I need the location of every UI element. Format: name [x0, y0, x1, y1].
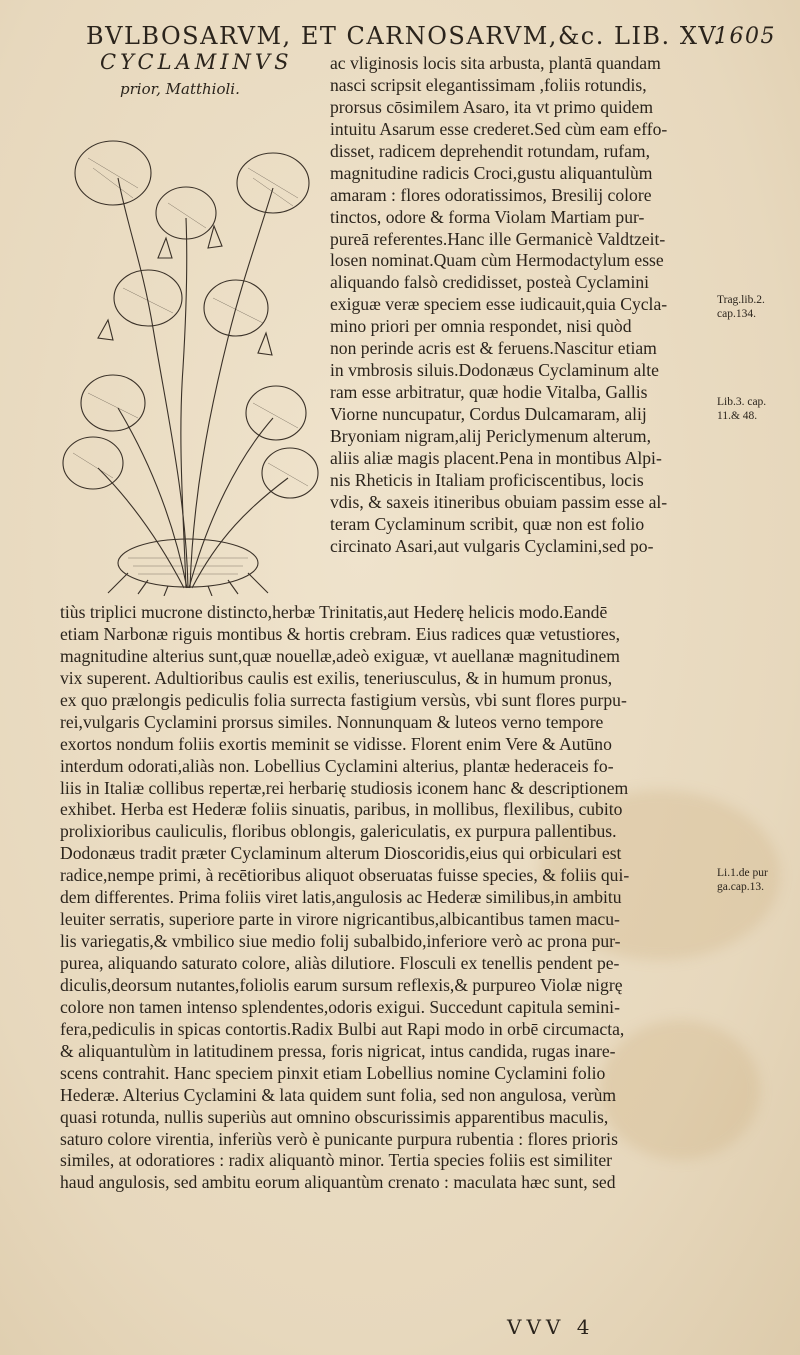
text-line: non perinde acris est & feruens.Nascitur etiam — [330, 338, 657, 359]
text-line: radice,nempe primi, à recētioribus aliquot obseruatas fuisse species, & foliis qui- — [60, 865, 630, 886]
text-line: magnitudine alterius sunt,quæ nouellæ,adeò exiguæ, vt auellanæ magnitudinem — [60, 645, 620, 666]
text-line: liis in Italiæ collibus repertæ,rei herbarię studiosis iconem hanc & descriptionem — [60, 777, 629, 798]
text-line: ex quo prælongis pediculis folia surrecta fastigium versùs, vbi sunt flores purpu- — [60, 689, 627, 710]
text-line: nasci scripsit elegantissimam ,foliis rotundis, — [330, 74, 647, 95]
text-line: prolixioribus cauliculis, floribus oblongis, galericulatis, ex purpura pallentibus. — [60, 821, 617, 842]
text-line: similes, at odoratiores : radix aliquantò minor. Tertia species foliis est similiter — [60, 1150, 613, 1171]
text-line: etiam Narbonæ riguis montibus & hortis crebram. Eius radices quæ vetustiores, — [60, 623, 620, 644]
cyclamen-woodcut-illustration — [58, 118, 320, 596]
text-line: teram Cyclaminum scribit, quæ non est folio — [330, 513, 645, 534]
text-line: ac vliginosis locis sita arbusta, plantā quandam — [330, 53, 661, 73]
text-line: circinato Asari,aut vulgaris Cyclamini,sed po- — [330, 535, 654, 556]
margin-note-line: 11.& 48. — [717, 410, 758, 422]
text-line: purea, aliquando saturato colore, aliàs dilutiore. Flosculi ex tenellis pendent pe- — [60, 953, 620, 973]
text-line: disset, radicem deprehendit rotundam, rufam, — [330, 140, 651, 161]
text-line: haud angulosis, sed ambitu eorum aliquantùm crenato : maculata hæc sunt, sed — [60, 1172, 616, 1193]
text-line: saturo colore virentia, inferiùs verò è punicante purpura rubentia : flores prioris — [60, 1128, 618, 1149]
text-line: tiùs triplici mucrone distincto,herbæ Trinitatis,aut Hederę helicis modo.Eandē — [60, 602, 608, 622]
text-line: magnitudine radicis Croci,gustu aliquantulùm — [330, 162, 653, 183]
page-number: 1605 — [714, 24, 776, 49]
text-line: mino priori per omnia respondet, nisi quòd — [330, 316, 632, 337]
text-line: diculis,deorsum nutantes,foliolis earum sursum reflexis,& purpureo Violæ nigrę — [60, 974, 623, 995]
text-line: in vmbrosis siluis.Dodonæus Cyclaminum alte — [330, 360, 659, 381]
text-line: exhibet. Herba est Hederæ foliis sinuatis, paribus, in mollibus, flexilibus, cubito — [60, 799, 623, 820]
text-line: quasi rotunda, nullis superiùs aut omnino obscurissimis apparentibus maculis, — [60, 1106, 609, 1127]
margin-note-line: Li.1.de pur — [717, 867, 768, 879]
full-width-text — [60, 602, 710, 1194]
text-line: Hederæ. Alterius Cyclamini & lata quidem sunt folia, sed non angulosa, verùm — [60, 1084, 617, 1105]
text-line: vix superent. Adultioribus caulis est exilis, teneriusculus, & in humum pronus, — [60, 667, 613, 688]
text-line: aliquando falsò credidisset, posteà Cyclamini — [330, 272, 650, 293]
margin-note-line: Trag.lib.2. — [717, 294, 765, 306]
text-line: Bryoniam nigram,alij Periclymenum alterum, — [330, 425, 652, 446]
text-line: pureā referentes.Hanc ille Germanicè Valdtzeit- — [330, 228, 666, 249]
text-line: rei,vulgaris Cyclamini prorsus similes. Nonnunquam & luteos verno tempore — [60, 711, 604, 732]
text-line: amaram : flores odoratissimos, Bresilij colore — [330, 184, 652, 205]
text-line: Viorne nuncupatur, Cordus Dulcamaram, alij — [330, 404, 647, 424]
margin-note — [717, 866, 797, 894]
text-line: Dodonæus tradit præter Cyclaminum alterum Dioscoridis,eius qui orbiculari est — [60, 843, 622, 864]
running-title: BVLBOSARVM, ET CARNOSARVM,&c. LIB. XV. — [86, 22, 723, 50]
text-line: interdum odorati,aliàs non. Lobellius Cyclamini alterius, plantæ hederaceis fo- — [60, 755, 614, 776]
margin-note — [717, 293, 797, 321]
text-line: exortos nondum foliis exortis meminit se vidisse. Florent enim Vere & Autūno — [60, 733, 612, 754]
text-line: tinctos, odore & forma Violam Martiam pur- — [330, 206, 645, 227]
text-line: fera,pediculis in spicas contortis.Radix Bulbi aut Rapi modo in orbē circumacta, — [60, 1018, 625, 1039]
text-line: nis Rheticis in Italiam proficiscentibus, locis — [330, 469, 644, 490]
text-line: losen nominat.Quam cùm Hermodactylum esse — [330, 250, 664, 271]
text-line: aliis aliæ magis placent.Pena in montibus Alpi- — [330, 447, 662, 468]
text-line: dem differentes. Prima foliis viret latis,angulosis ac Hederæ similibus,in ambitu — [60, 887, 622, 908]
margin-note-line: Lib.3. cap. — [717, 396, 767, 408]
text-line: colore non tamen intenso splendentes,odoris exigui. Succedunt capitula semini- — [60, 996, 620, 1017]
right-column-text — [330, 53, 710, 558]
text-line: scens contrahit. Hanc speciem pinxit etiam Lobellius nomine Cyclamini folio — [60, 1062, 606, 1083]
text-line: prorsus cōsimilem Asaro, ita vt primo quidem — [330, 96, 654, 117]
running-header — [86, 22, 776, 50]
text-line: exiguæ veræ speciem esse iudicauit,quia Cycla- — [330, 294, 668, 315]
text-line: vdis, & saxeis itineribus obuiam passim esse al- — [330, 491, 668, 512]
text-line: intuitu Asarum esse crederet.Sed cùm eam effo- — [330, 118, 668, 139]
text-line: ram esse arbitratur, quæ hodie Vitalba, Gallis — [330, 382, 648, 403]
signature-mark: VVV 4 — [507, 1315, 595, 1339]
woodcut-drawing — [58, 118, 320, 596]
figure-subtitle: prior, Matthioli. — [120, 80, 240, 98]
text-line: & aliquantulùm in latitudinem pressa, foris nigricat, intus candida, rugas inare- — [60, 1040, 616, 1061]
margin-note-line: ga.cap.13. — [717, 881, 764, 893]
text-line: lis variegatis,& vmbilico siue medio folij subalbido,inferiore verò ac prona pur- — [60, 931, 621, 952]
margin-note-line: cap.134. — [717, 308, 756, 320]
margin-note — [717, 395, 797, 423]
text-line: leuiter serratis, superiore parte in virore nigricantibus,albicantibus tamen macu- — [60, 909, 620, 930]
figure-title: CYCLAMINVS — [100, 50, 293, 74]
